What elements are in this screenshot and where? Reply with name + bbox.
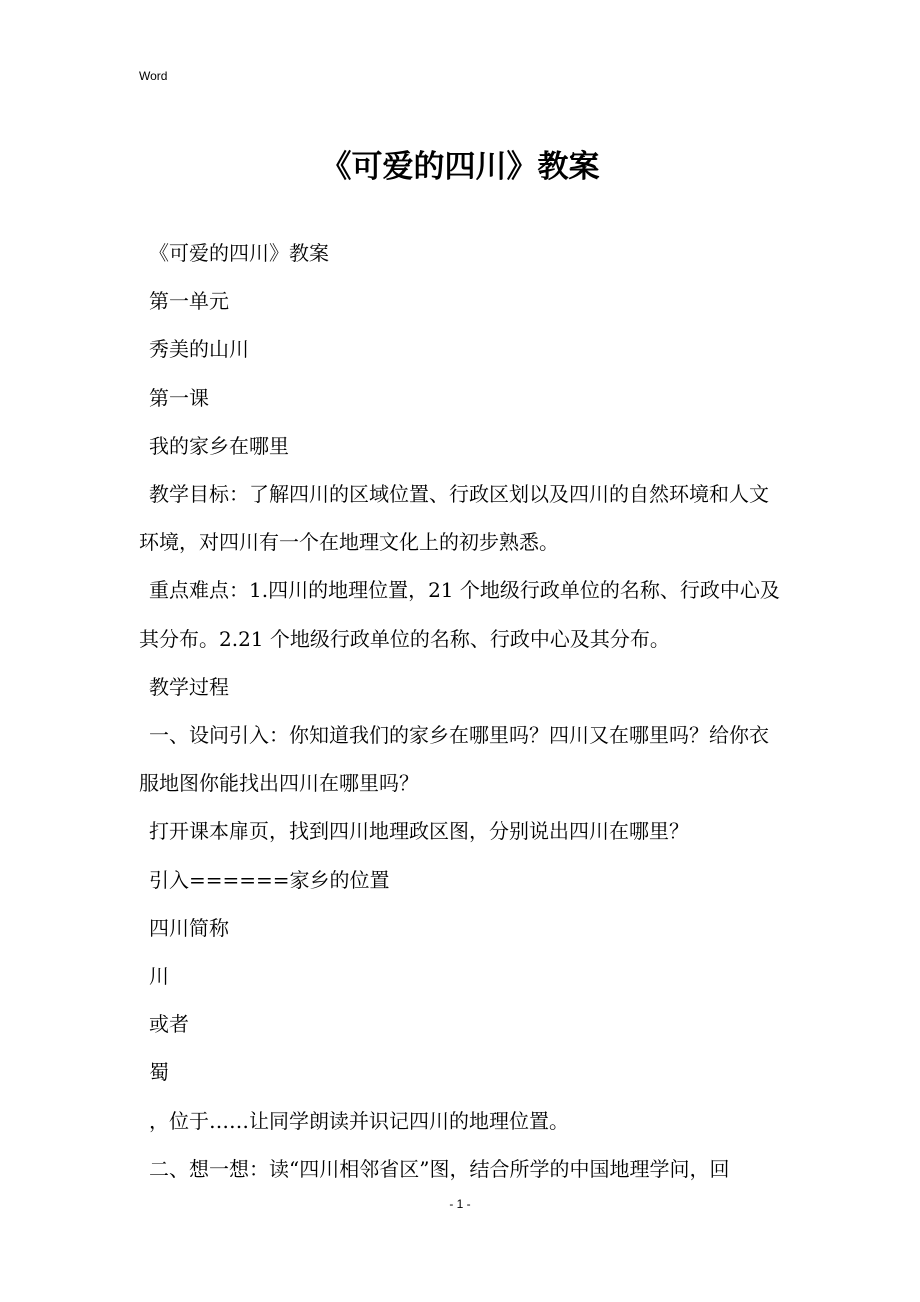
- paragraph: 四川简称: [149, 915, 229, 940]
- document-title: 《可爱的四川》教案: [320, 149, 600, 185]
- paragraph: 教学过程: [149, 674, 229, 699]
- paragraph: 重点难点：1.四川的地理位置，21 个地级行政单位的名称、行政中心及其分布。2.21 个地级行政单位的名称、行政中心及其分布。: [139, 578, 780, 651]
- paragraph: 引入======家乡的位置: [149, 867, 390, 892]
- paragraph: 我的家乡在哪里: [149, 433, 289, 458]
- paragraph: 川: [149, 964, 169, 989]
- paragraph: 蜀: [149, 1060, 169, 1085]
- header-label: Word: [139, 69, 168, 83]
- document-body: [139, 229, 785, 1193]
- paragraph: 二、想一想：读“四川相邻省区”图，结合所学的中国地理学问，回: [149, 1156, 730, 1181]
- paragraph: 《可爱的四川》教案: [149, 241, 329, 265]
- paragraph: 教学目标：了解四川的区域位置、行政区划以及四川的自然环境和人文环境，对四川有一个在地理文化上的初步熟悉。: [139, 482, 769, 555]
- paragraph: 第一课: [149, 385, 209, 410]
- paragraph: 打开课本扉页，找到四川地理政区图，分别说出四川在哪里？: [149, 819, 689, 844]
- paragraph: ，位于……让同学朗读并识记四川的地理位置。: [149, 1108, 569, 1133]
- page-number: - 1 -: [449, 1197, 471, 1211]
- paragraph: 或者: [149, 1012, 189, 1037]
- paragraph: 秀美的山川: [149, 337, 249, 362]
- paragraph: 第一单元: [149, 289, 229, 314]
- paragraph: 一、设问引入：你知道我们的家乡在哪里吗？四川又在哪里吗？给你衣服地图你能找出四川在哪里吗？: [139, 723, 769, 796]
